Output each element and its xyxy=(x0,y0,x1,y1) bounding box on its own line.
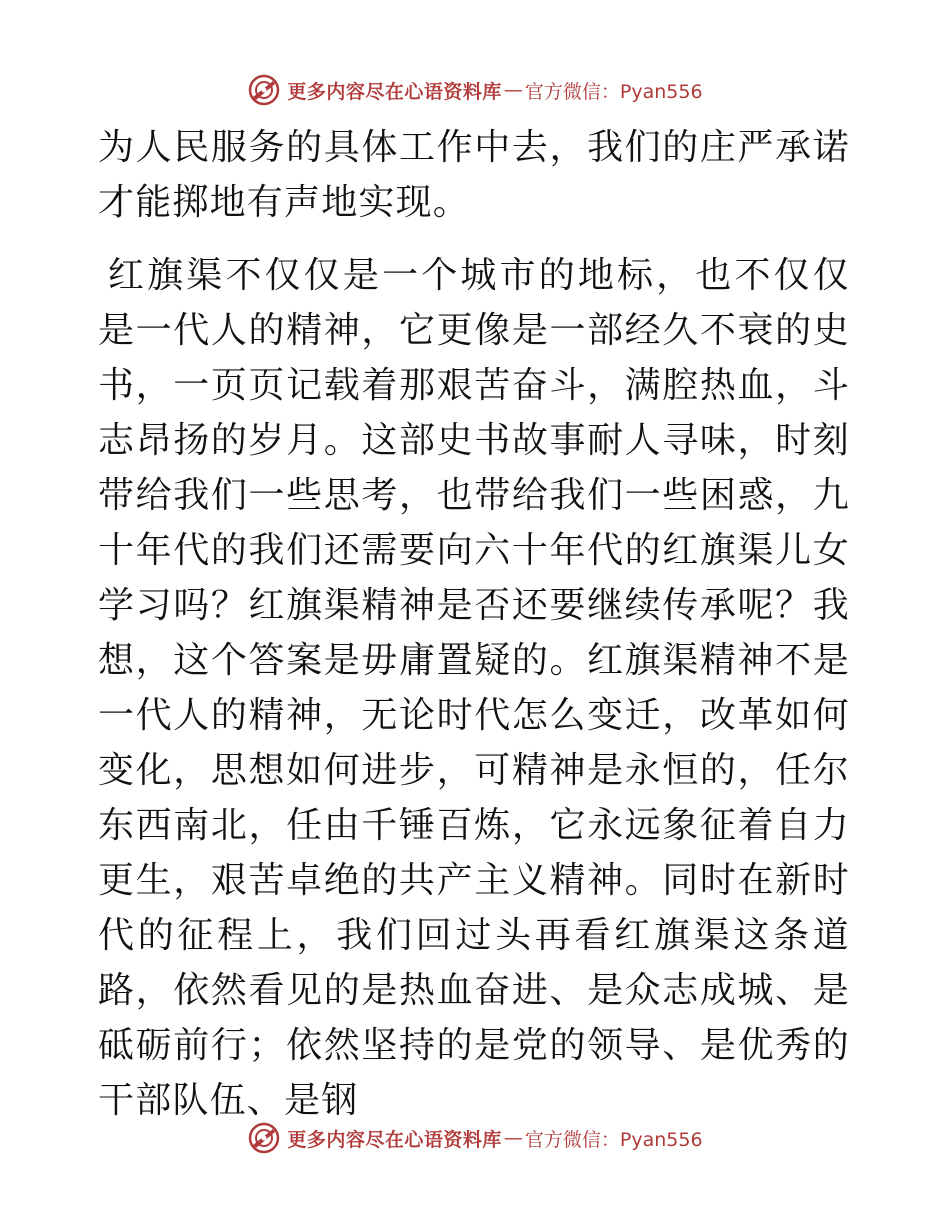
footer-wechat-text: 官方微信：Pyan556 xyxy=(524,1128,703,1151)
footer-separator: — xyxy=(503,1127,523,1149)
header-site-text: 更多内容尽在心语资料库 xyxy=(287,80,502,103)
header-separator: — xyxy=(503,79,523,101)
paragraph-1: 为人民服务的具体工作中去，我们的庄严承诺才能掷地有声地实现。 xyxy=(98,127,850,223)
document-body xyxy=(98,120,850,1128)
logo-icon xyxy=(247,73,281,107)
footer-site-text: 更多内容尽在心语资料库 xyxy=(287,1128,502,1151)
paragraph-2: 红旗渠不仅仅是一个城市的地标，也不仅仅是一代人的精神，它更像是一部经久不衰的史书，一页页记载着那艰苦奋斗，满腔热血，斗志昂扬的岁月。这部史书故事耐人寻味，时刻带给我们一些思考，也带给我们一些困惑，九十年代的我们还需要向六十年代的红旗渠儿女学习吗？红旗渠精神是否还要继续传承呢？我想，这个答案是毋庸置疑的。红旗渠精神不是一代人的精神，无论时代怎么变迁，改革如何变化，思想如何进步，可精神是永恒的，任尔东西南北，任由千锤百炼，它永远象征着自力更生，艰苦卓绝的共产主义精神。同时在新时代的征程上，我们回过头再看红旗渠这条道路，依然看见的是热血奋进、是众志成城、是砥砺前行；依然坚持的是党的领导、是优秀的干部队伍、是钢 xyxy=(98,255,850,1121)
header-wechat-text: 官方微信：Pyan556 xyxy=(524,80,703,103)
logo-icon xyxy=(247,1121,281,1155)
header-banner xyxy=(0,70,950,110)
footer-banner xyxy=(0,1118,950,1158)
